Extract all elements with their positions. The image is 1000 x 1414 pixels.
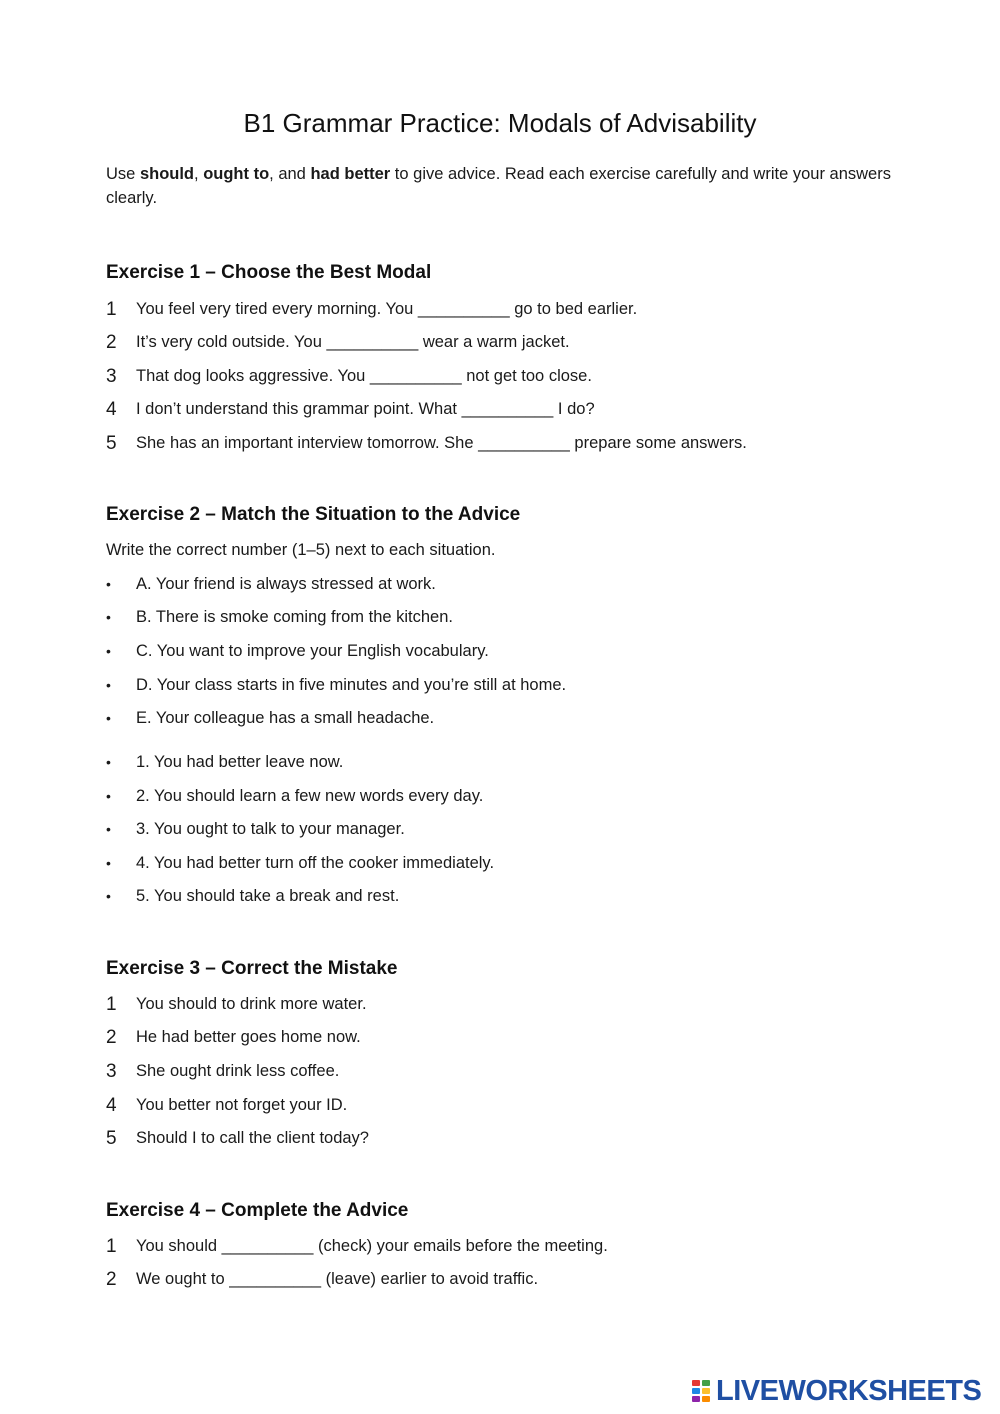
advice-text: 1. You had better leave now. — [136, 753, 344, 771]
bullet-icon: • — [106, 888, 111, 904]
bullet-icon: • — [106, 677, 111, 693]
situation-item — [106, 706, 926, 730]
exercise-4-item — [106, 1234, 926, 1258]
item-number: 1 — [106, 1236, 117, 1257]
item-text: You should to drink more water. — [136, 995, 367, 1013]
item-text: That dog looks aggressive. You __________ not get too close. — [136, 367, 592, 385]
advice-item — [106, 884, 926, 908]
exercise-1-title: Exercise 1 – Choose the Best Modal — [106, 262, 432, 283]
situation-text: A. Your friend is always stressed at work. — [136, 575, 436, 593]
liveworksheets-logo-icon — [692, 1378, 714, 1404]
intro-prefix: Use — [106, 165, 140, 183]
logo-tile — [702, 1380, 710, 1386]
item-number: 2 — [106, 332, 117, 353]
intro-modal-had-better: had better — [310, 165, 391, 183]
exercise-4-title: Exercise 4 – Complete the Advice — [106, 1200, 409, 1221]
item-text: She ought drink less coffee. — [136, 1062, 340, 1080]
advice-text: 2. You should learn a few new words every day. — [136, 787, 484, 805]
situation-text: D. Your class starts in five minutes and you’re still at home. — [136, 676, 567, 694]
logo-tile — [692, 1396, 700, 1402]
advice-item — [106, 817, 926, 841]
bullet-icon: • — [106, 643, 111, 659]
item-text: It’s very cold outside. You __________ wear a warm jacket. — [136, 333, 570, 351]
item-number: 4 — [106, 399, 117, 420]
page-title: B1 Grammar Practice: Modals of Advisability — [243, 108, 757, 138]
exercise-1-item — [106, 397, 926, 421]
situation-text: E. Your colleague has a small headache. — [136, 709, 435, 727]
situation-text: C. You want to improve your English vocabulary. — [136, 642, 489, 660]
bullet-icon: • — [106, 609, 111, 625]
logo-tile — [702, 1396, 710, 1402]
liveworksheets-logo-text: LIVEWORKSHEETS — [716, 1375, 982, 1407]
item-number: 1 — [106, 994, 117, 1015]
situation-item — [106, 605, 926, 629]
logo-tile — [692, 1380, 700, 1386]
exercise-1-item — [106, 431, 926, 455]
intro-modal-ought-to: ought to — [203, 165, 270, 183]
advice-text: 5. You should take a break and rest. — [136, 887, 400, 905]
item-text: You feel very tired every morning. You __________ go to bed earlier. — [136, 300, 638, 318]
item-text: He had better goes home now. — [136, 1028, 361, 1046]
exercise-3-item — [106, 1093, 926, 1117]
exercise-3-item — [106, 1126, 926, 1150]
exercise-3-item — [106, 1059, 926, 1083]
exercise-1-item — [106, 297, 926, 321]
logo-tile — [692, 1388, 700, 1394]
bullet-icon: • — [106, 855, 111, 871]
advice-item — [106, 851, 926, 875]
advice-item — [106, 750, 926, 774]
bullet-icon: • — [106, 710, 111, 726]
item-number: 5 — [106, 433, 117, 454]
exercise-3-item — [106, 992, 926, 1016]
exercise-2-instruction: Write the correct number (1–5) next to each situation. — [106, 541, 496, 559]
logo-tile — [702, 1388, 710, 1394]
item-number: 5 — [106, 1128, 117, 1149]
item-number: 1 — [106, 299, 117, 320]
advice-text: 4. You had better turn off the cooker immediately. — [136, 854, 495, 872]
bullet-icon: • — [106, 576, 111, 592]
intro-suffix: to give advice. Read each exercise carefully and write your answers clearly. — [106, 165, 891, 207]
intro-modal-should: should — [139, 165, 195, 183]
exercise-2-title: Exercise 2 – Match the Situation to the Advice — [106, 504, 521, 525]
exercise-4-item — [106, 1267, 926, 1291]
item-text: You better not forget your ID. — [136, 1096, 348, 1114]
item-text: She has an important interview tomorrow. She __________ prepare some answers. — [136, 434, 747, 452]
advice-text: 3. You ought to talk to your manager. — [136, 820, 405, 838]
exercise-3-title: Exercise 3 – Correct the Mistake — [106, 958, 398, 979]
item-text: You should __________ (check) your emails before the meeting. — [136, 1237, 608, 1255]
item-number: 4 — [106, 1095, 117, 1116]
intro-sep-1: , — [194, 165, 204, 183]
situation-item — [106, 639, 926, 663]
intro-sep-2: , and — [269, 165, 311, 183]
bullet-icon: • — [106, 788, 111, 804]
item-number: 2 — [106, 1269, 117, 1290]
item-number: 3 — [106, 1061, 117, 1082]
situation-text: B. There is smoke coming from the kitchen. — [136, 608, 453, 626]
intro-paragraph — [106, 162, 906, 210]
item-text: We ought to __________ (leave) earlier to avoid traffic. — [136, 1270, 539, 1288]
exercise-3-item — [106, 1025, 926, 1049]
exercise-1-item — [106, 330, 926, 354]
item-number: 2 — [106, 1027, 117, 1048]
item-text: Should I to call the client today? — [136, 1129, 369, 1147]
situation-item — [106, 572, 926, 596]
advice-item — [106, 784, 926, 808]
bullet-icon: • — [106, 754, 111, 770]
situation-item — [106, 673, 926, 697]
liveworksheets-logo — [692, 1376, 981, 1406]
item-number: 3 — [106, 366, 117, 387]
bullet-icon: • — [106, 821, 111, 837]
item-text: I don’t understand this grammar point. What __________ I do? — [136, 400, 595, 418]
exercise-1-item — [106, 364, 926, 388]
